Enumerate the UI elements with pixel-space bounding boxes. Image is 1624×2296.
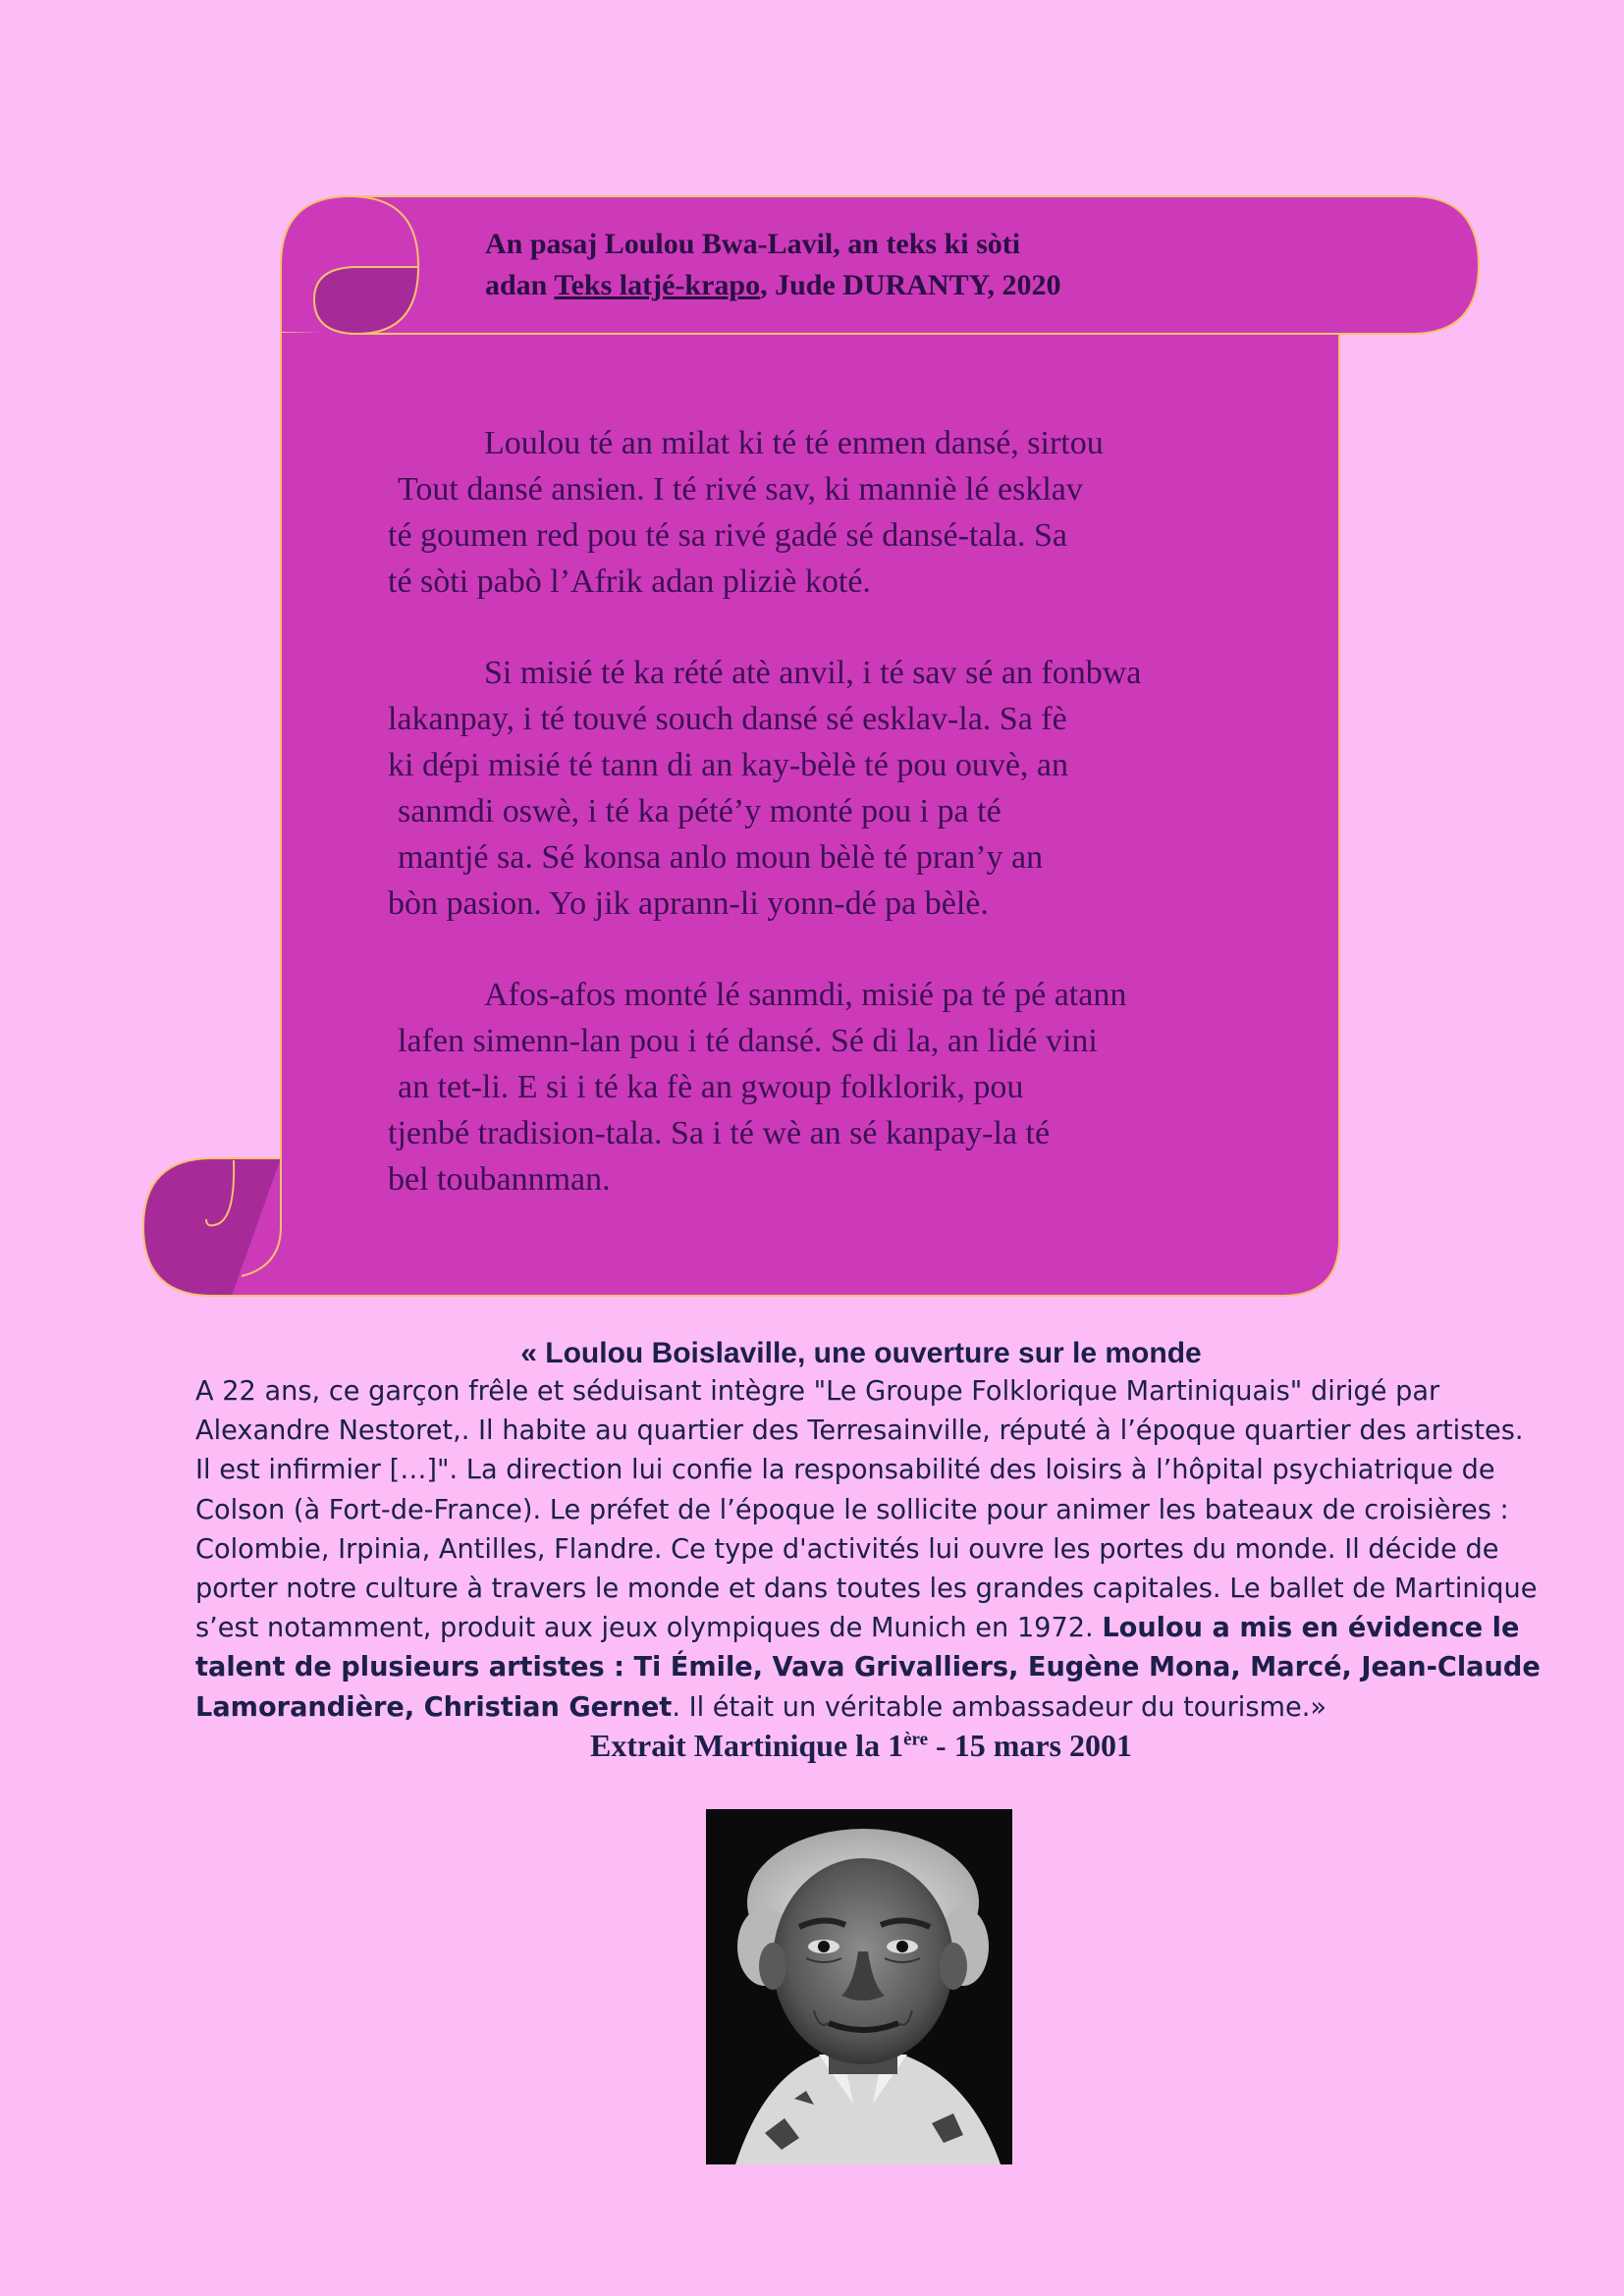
poem-line: té goumen red pou té sa rivé gadé sé dansé-tala. Sa bbox=[388, 517, 1068, 554]
poem-stanza-1 bbox=[388, 420, 1252, 605]
poem-line: lafen simenn-lan pou i té dansé. Sé di la, an lidé vini bbox=[398, 1023, 1098, 1059]
poem-line: té sòti pabò l’Afrik adan pliziè koté. bbox=[388, 563, 871, 600]
header-line-2-suffix: , Jude DURANTY, 2020 bbox=[760, 269, 1061, 301]
header-line-1: An pasaj Loulou Bwa-Lavil, an teks ki sòti bbox=[485, 228, 1021, 260]
poem-line: Loulou té an milat ki té té enmen dansé, sirtou bbox=[484, 425, 1104, 461]
article-body-highlight: Loulou a mis en évidence le talent de plusieurs artistes : Ti Émile, Vava Grivalliers, Eugène Mona, Marcé, Jean-Claude Lamorandière, Christian Gernet bbox=[195, 1613, 1541, 1723]
poem-line: Tout dansé ansien. I té rivé sav, ki manniè lé esklav bbox=[398, 471, 1083, 507]
source-superscript: ère bbox=[903, 1729, 929, 1750]
scroll-header bbox=[485, 224, 1192, 306]
article-source bbox=[0, 1728, 1624, 1764]
article-body-part-1: A 22 ans, ce garçon frêle et séduisant intègre "Le Groupe Folklorique Martiniquais" dirigé par Alexandre Nestoret,. Il habite au quartier des Terresainville, réputé à l’époque quartier des artistes. Il est infirmier […]". La direction lui confie la responsabilité des loisirs à l’hôpital psychiatrique de Colson (à Fort-de-France). Le préfet de l’époque le sollicite pour animer les bateaux de croisières : Colombie, Irpinia, Antilles, Flandre. Ce type d'activités lui ouvre les portes du monde. Il décide de porter notre culture à travers le monde et dans toutes les grandes capitales. Le ballet de Martinique s’est notamment, produit aux jeux olympiques de Munich en 1972. bbox=[195, 1376, 1538, 1644]
source-suffix: - 15 mars 2001 bbox=[928, 1728, 1132, 1763]
creole-poem bbox=[388, 420, 1252, 1202]
poem-line: tjenbé tradision-tala. Sa i té wè an sé kanpay-la té bbox=[388, 1115, 1051, 1151]
poem-line: mantjé sa. Sé konsa anlo moun bèlè té pran’y an bbox=[398, 839, 1044, 876]
poem-line: sanmdi oswè, i té ka pété’y monté pou i pa té bbox=[398, 793, 1001, 829]
poem-stanza-2 bbox=[388, 650, 1252, 927]
poem-line: Afos-afos monté lé sanmdi, misié pa té pé atann bbox=[484, 977, 1127, 1013]
poem-line: bel toubannman. bbox=[388, 1161, 611, 1198]
poem-line: Si misié té ka rété atè anvil, i té sav sé an fonbwa bbox=[484, 655, 1142, 691]
poem-line: bòn pasion. Yo jik aprann-li yonn-dé pa bèlè. bbox=[388, 885, 989, 922]
article-title: « Loulou Boislaville, une ouverture sur le monde bbox=[520, 1337, 1202, 1369]
poem-stanza-3 bbox=[388, 972, 1252, 1202]
article-body bbox=[195, 1372, 1541, 1728]
portrait-photo bbox=[706, 1809, 1012, 2164]
poem-line: ki dépi misié té tann di an kay-bèlè té pou ouvè, an bbox=[388, 747, 1069, 783]
poem-line: an tet-li. E si i té ka fè an gwoup folklorik, pou bbox=[398, 1069, 1024, 1105]
portrait-illustration bbox=[706, 1809, 1012, 2164]
book-title: Teks latjé-krapo bbox=[554, 269, 761, 301]
header-line-2-prefix: adan bbox=[485, 269, 555, 301]
source-prefix: Extrait Martinique la 1 bbox=[589, 1728, 904, 1763]
article-body-part-2: . Il était un véritable ambassadeur du tourisme.» bbox=[672, 1691, 1326, 1723]
header-line-2 bbox=[485, 265, 1192, 306]
poem-line: lakanpay, i té touvé souch dansé sé esklav-la. Sa fè bbox=[388, 701, 1067, 737]
